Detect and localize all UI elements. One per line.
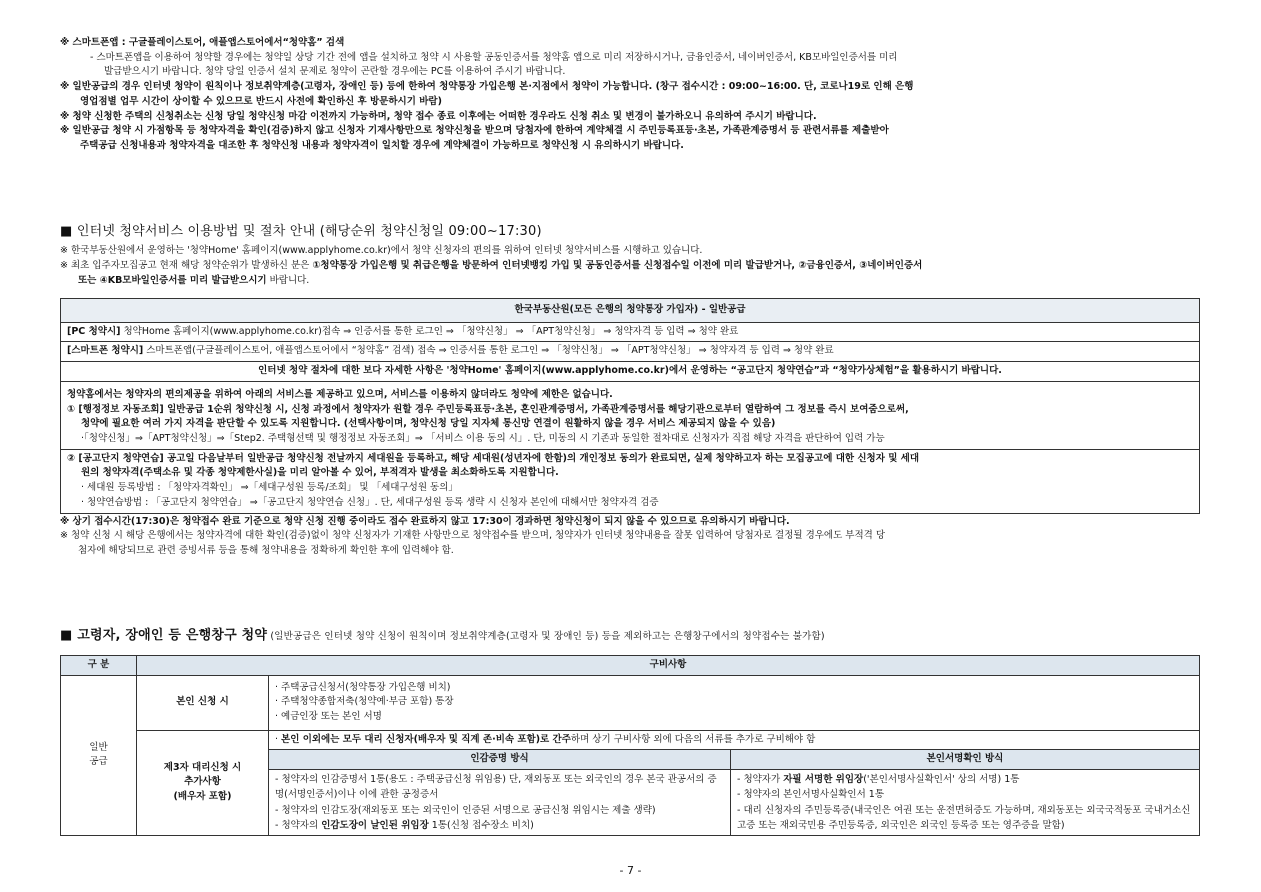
proxy-label-1: 제3자 대리신청 시 <box>163 761 242 773</box>
th-gubun: 구 분 <box>61 656 137 676</box>
signature-method-items <box>731 770 1200 836</box>
service-2-register: · 세대원 등록방법 : 「청약자격확인」 ⇒「세대구성원 등록/조회」 및 「세대구성원 동의」 <box>81 482 458 494</box>
sig-first-pre: - 청약자가 <box>737 774 784 786</box>
internet-box <box>60 298 1200 559</box>
guide-row: 인터넷 청약 절차에 대한 보다 자세한 사항은 '청약Home' 홈페이지(www.applyhome.co.kr)에서 운영하는 “공고단지 청약연습”과 “청약가상체험”을 활용하시기 바랍니다. <box>61 362 1200 382</box>
smartphone-label: [스마트폰 청약시] <box>67 345 144 357</box>
proxy-note-bold: 본인 이외에는 모두 대리 신청자(배우자 및 직계 존·비속 포함)로 간주 <box>281 733 571 745</box>
service-cell <box>61 381 1200 449</box>
signature-item: - 대리 신청자의 주민등록증(내국인은 여권 또는 운전면허증도 가능하며, 재외동포는 외국국적동포 국내거소신고증 또는 재외국민용 주민등록증, 외국인은 외국인 등록증 또는 영주증을 말함) <box>737 804 1191 831</box>
service-2-line-2: 원의 청약자격(주택소유 및 각종 청약제한사실)을 미리 알아볼 수 있어, 부적격자 발생을 최소화하도록 지원합니다. <box>81 467 559 479</box>
internet-procedure-table <box>60 298 1200 514</box>
sig-first-bold: 자필 서명한 위임장 <box>783 774 864 786</box>
note-general-supply: ※ 일반공급의 경우 인터넷 청약이 원칙이나 정보취약계층(고령자, 장애인 등) 등에 한하여 청약통장 가입은행 본·지점에서 청약이 가능합니다. (창구 접수시간 : 09:00~16:00. 단, 코로나19로 인해 은행 <box>60 81 914 93</box>
note-verify: ※ 일반공급 청약 시 가점항목 등 청약자격을 확인(검증)하지 않고 신청자 기재사항만으로 청약신청을 받으며 당첨자에 한하여 계약체결 시 주민등록표등·초본, 가족관계증명서 등 관련서류를 제출받아 <box>60 125 889 137</box>
self-apply-items <box>269 675 1200 730</box>
proxy-label-2: 추가사항 <box>184 776 221 788</box>
service-1-line-2: 청약에 필요한 여러 가지 자격을 판단할 수 있도록 지원합니다. (선택사항이며, 청약신청 당일 지자체 통신망 연결이 원활하지 않을 경우 서비스 제공되지 않을 수 있음) <box>81 418 776 430</box>
sig-first-post: ('본인서명사실확인서' 상의 서명) 1통 <box>863 774 1020 786</box>
service-2-cell <box>61 449 1200 513</box>
self-apply-label: 본인 신청 시 <box>137 675 269 730</box>
note-verify-2: 주택공급 신청내용과 청약자격을 대조한 후 청약신청 내용과 청약자격이 일치할 경우에 계약체결이 가능하므로 청약신청 시 유의하시기 바랍니다. <box>80 140 684 152</box>
th-signature-method: 본인서명확인 방식 <box>731 750 1200 770</box>
box-header: 한국부동산원(모든 은행의 청약통장 가입자) - 일반공급 <box>61 299 1200 323</box>
smartphone-text: 스마트폰앱(구글플레이스토어, 애플앱스토어에서 “청약홈” 검색) 접속 ⇒ 인증서를 통한 로그인 ⇒ 「청약신청」 ⇒ 「APT청약신청」 ⇒ 청약자격 등 입력 ⇒ 청약 완료 <box>143 345 834 357</box>
pc-procedure <box>61 322 1200 342</box>
seal-item: - 청약자의 인감도장(재외동포 또는 외국인이 인증된 서명으로 공급신청 위임시는 제출 생략) <box>275 804 656 816</box>
internet-note-1: ※ 한국부동산원에서 운영하는 '청약Home' 홈페이지(www.applyhome.co.kr)에서 청약 신청자의 편의를 위하여 인터넷 청약서비스를 시행하고 있습니다. <box>60 245 703 257</box>
self-item: · 예금인장 또는 본인 서명 <box>275 711 382 723</box>
internet-note-2-text: ※ 최초 입주자모집공고 현재 해당 청약순위가 발생하신 분은 <box>60 259 313 271</box>
warning-time: ※ 상기 접수시간(17:30)은 청약접수 완료 기준으로 청약 신청 진행 중이라도 접수 완료하지 않고 17:30이 경과하면 청약신청이 되지 않을 수 있으므로 유의하시기 바랍니다. <box>60 515 790 527</box>
note-general-supply-2: 영업점별 업무 시간이 상이할 수 있으므로 반드시 사전에 확인하신 후 방문하시기 바람) <box>80 95 442 107</box>
seal-last-bold: 인감도장이 날인된 위임장 <box>321 819 429 831</box>
internet-note-3-text: 바랍니다. <box>266 274 310 286</box>
pc-text: 청약Home 홈페이지(www.applyhome.co.kr)접속 ⇒ 인증서를 통한 로그인 ⇒ 「청약신청」 ⇒ 「APT청약신청」 ⇒ 청약자격 등 입력 ⇒ 청약 완료 <box>120 325 739 337</box>
signature-item-first <box>737 772 1193 787</box>
seal-item-last <box>275 818 724 833</box>
self-item: · 주택공급신청서(청약통장 가입은행 비치) <box>275 681 451 693</box>
warning-bank-2: 첨자에 해당되므로 관련 증빙서류 등을 통해 청약내용을 정확하게 확인한 후에 입력해야 함. <box>78 545 454 557</box>
service-1-line-1: ① [행정정보 자동조회] 일반공급 1순위 청약신청 시, 신청 과정에서 청약자가 원할 경우 주민등록표등·초본, 혼인관계증명서, 가족관계증명서를 해당기관으로부터 열람하여 그 정보를 즉시 보여줌으로써, <box>67 403 909 415</box>
seal-item: - 청약자의 인감증명서 1통(용도 : 주택공급신청 위임용) 단, 재외동포 또는 외국인의 경우 본국 관공서의 증명(서명인증서)이나 이에 관한 공정증서 <box>275 774 717 801</box>
proxy-note-text: 하며 상기 구비사항 외에 다음의 서류를 추가로 구비해야 함 <box>570 733 816 745</box>
smartphone-procedure <box>61 342 1200 362</box>
note-smartphone: ※ 스마트폰앱 : 구글플레이스토어, 애플앱스토어에서“청약홈” 검색 <box>60 37 345 48</box>
internet-note-3 <box>60 274 1200 289</box>
th-docs: 구비사항 <box>137 656 1200 676</box>
service-2-line-1: ② [공고단지 청약연습] 공고일 다음날부터 일반공급 청약신청 전날까지 세대원을 등록하고, 해당 세대원(성년자에 한함)의 개인정보 동의가 완료되면, 실제 청약하고자 하는 모집공고에 대한 신청자 및 세대 <box>67 452 920 464</box>
internet-note-3-bold: 또는 ④KB모바일인증서를 미리 발급받으시기 <box>78 274 267 286</box>
th-seal-method: 인감증명 방식 <box>269 750 731 770</box>
internet-section-title: ■ 인터넷 청약서비스 이용방법 및 절차 안내 (해당순위 청약신청일 09:00~17:30) <box>60 224 542 239</box>
note-smartphone-detail-1: - 스마트폰앱을 이용하여 청약할 경우에는 청약일 상당 기간 전에 앱을 설치하고 청약 시 사용할 공동인증서를 청약홈 앱으로 미리 저장하시거나, 금융인증서, 네이버인증서, KB모바일인증서를 미리 <box>90 51 898 63</box>
service-intro: 청약홈에서는 청약자의 편의제공을 위하여 아래의 서비스를 제공하고 있으며, 서비스를 이용하지 않더라도 청약에 제한은 없습니다. <box>67 388 613 400</box>
internet-note-2 <box>60 259 1200 274</box>
bank-section-title-main: ■ 고령자, 장애인 등 은행창구 청약 <box>60 628 268 643</box>
proxy-note <box>269 730 1200 750</box>
self-item: · 주택청약종합저축(청약예·부금 포함) 통장 <box>275 696 454 708</box>
bank-section-subtitle: (일반공급은 인터넷 청약 신청이 원칙이며 정보취약계층(고령자 및 장애인 등) 등을 제외하고는 은행창구에서의 청약접수는 불가함) <box>267 631 825 642</box>
seal-last-post: 1통(신청 접수장소 비치) <box>428 819 534 831</box>
pc-label: [PC 청약시] <box>67 325 121 337</box>
note-smartphone-detail-2: 발급받으시기 바랍니다. 청약 당일 인증서 설치 문제로 청약이 곤란할 경우에는 PC를 이용하여 주시기 바랍니다. <box>104 66 566 78</box>
internet-section <box>60 222 1200 288</box>
seal-last-pre: - 청약자의 <box>275 819 322 831</box>
page-number: - 7 - <box>619 864 642 877</box>
signature-item: - 청약자의 본인서명사실확인서 1통 <box>737 789 885 801</box>
bank-requirements-table <box>60 655 1200 836</box>
bank-table-wrap <box>60 655 1200 836</box>
proxy-apply-label <box>137 730 269 835</box>
warning-bank-1: ※ 청약 신청 시 해당 은행에서는 청약자격에 대한 확인(검증)없이 청약 신청자가 기재한 사항만으로 청약접수를 받으며, 청약자가 인터넷 청약내용을 잘못 입력하여 당첨자로 결정될 경우에도 부적격 당 <box>60 530 886 542</box>
category-general: 일반 공급 <box>61 675 137 835</box>
note-cancel: ※ 청약 신청한 주택의 신청취소는 신청 당일 청약신청 마감 이전까지 가능하며, 청약 접수 종료 이후에는 어떠한 경우라도 신청 취소 및 변경이 불가하오니 유의하여 주시기 바랍니다. <box>60 110 817 122</box>
bank-section <box>60 626 1200 646</box>
service-2-practice: · 청약연습방법 : 「공고단지 청약연습」 ⇒「공고단지 청약연습 신청」. 단, 세대구성원 등록 생략 시 신청자 본인에 대해서만 청약자격 검증 <box>81 496 659 508</box>
proxy-label-3: (배우자 포함) <box>173 791 232 803</box>
seal-method-items <box>269 770 731 836</box>
proxy-note-bullet: · <box>275 733 282 745</box>
service-1-steps: ·「청약신청」⇒「APT청약신청」⇒「Step2. 주택형선택 및 행정정보 자동조회」⇒ 「서비스 이용 동의 시」. 단, 미동의 시 기존과 동일한 절차대로 신청자가 직접 해당 자격을 판단하여 입력 가능 <box>81 433 885 445</box>
internet-note-2-bold: ①청약통장 가입은행 및 취급은행을 방문하여 인터넷뱅킹 가입 및 공동인증서를 신청접수일 이전에 미리 발급받거나, ②금융인증서, ③네이버인증서 <box>312 259 923 271</box>
top-notes <box>60 36 1200 154</box>
bank-section-title <box>60 626 1200 646</box>
